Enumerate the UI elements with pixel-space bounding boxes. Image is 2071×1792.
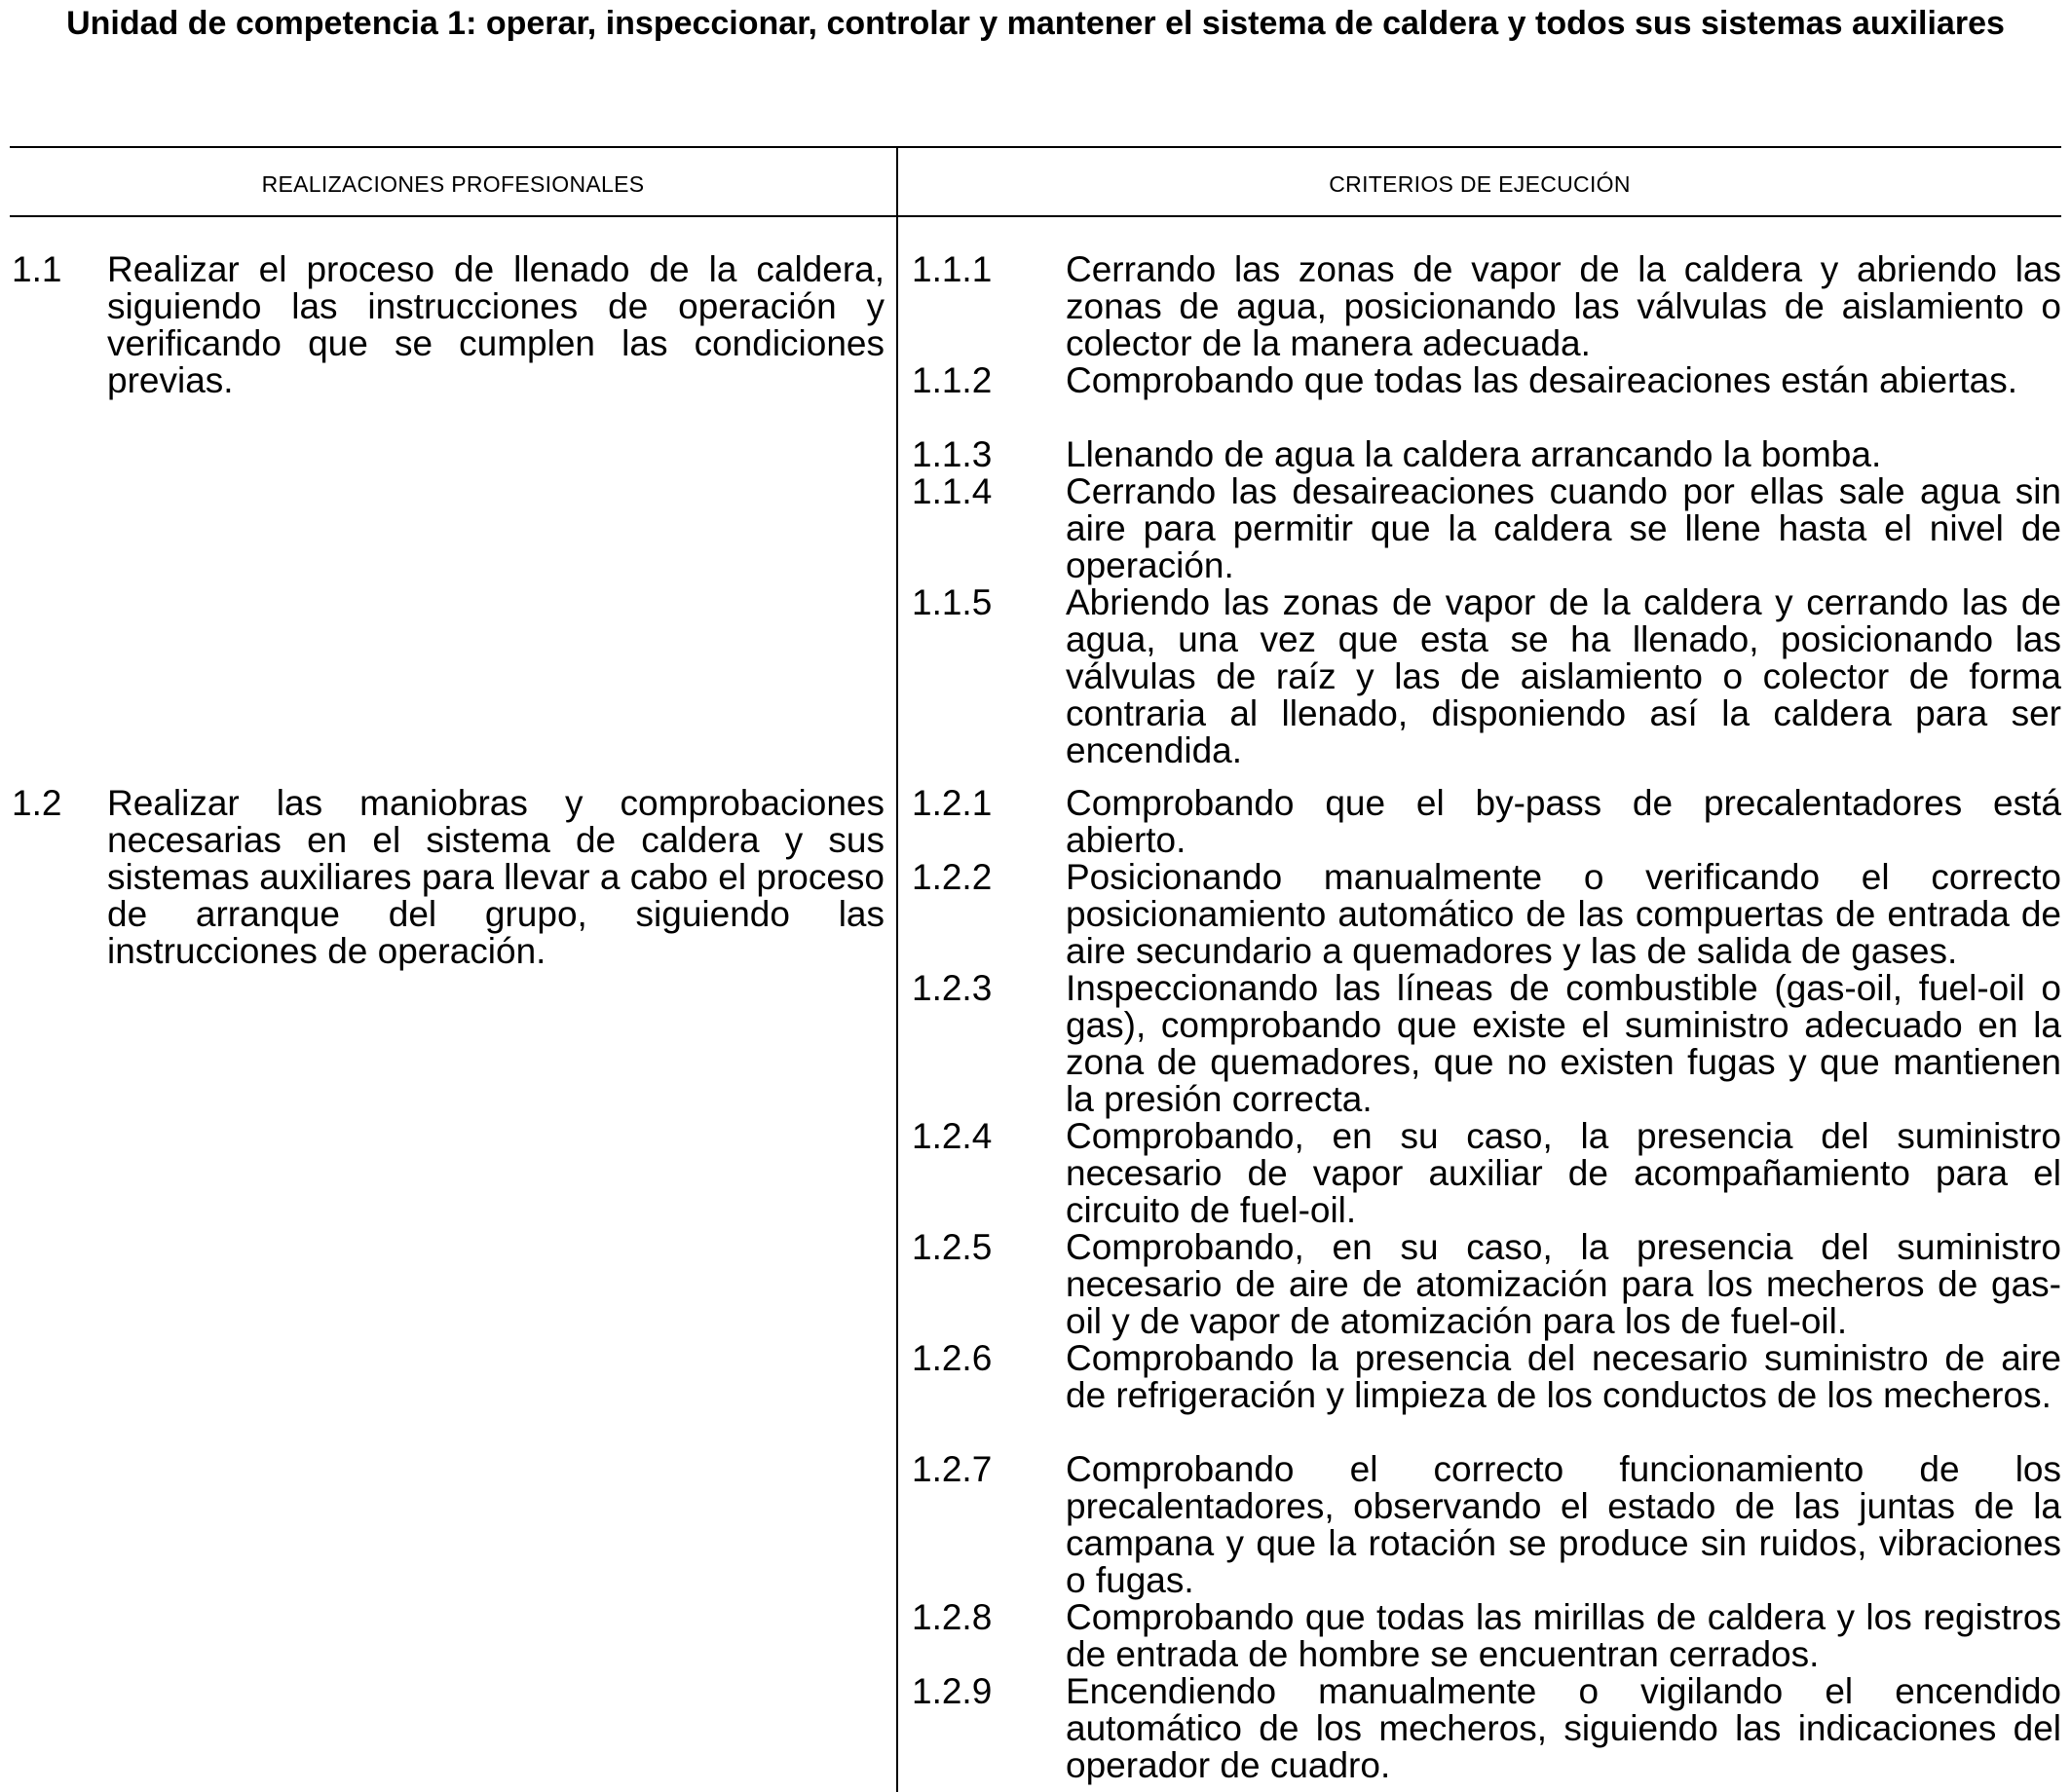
criterio-number: 1.2.6	[912, 1338, 993, 1378]
criterio-1-1-4	[912, 473, 2061, 584]
realizacion-number: 1.2	[12, 783, 62, 823]
page-title: Unidad de competencia 1: operar, inspeccionar, controlar y mantener el sistema de caldera y todos sus sistemas auxiliares	[66, 5, 2005, 42]
criterio-1-2-8	[912, 1599, 2061, 1673]
realizacion-text: Realizar las maniobras y comprobaciones necesarias en el sistema de caldera y sus sistemas auxiliares para llevar a cabo el proceso de arranque del grupo, siguiendo las instrucciones de operación.	[107, 783, 885, 971]
criterio-1-1-5	[912, 584, 2061, 769]
criterio-number: 1.2.9	[912, 1671, 993, 1711]
table-top-rule	[10, 146, 2061, 148]
criterio-1-1-1	[912, 251, 2061, 362]
criterio-1-2-2	[912, 859, 2061, 970]
column-header-criterios: CRITERIOS DE EJECUCIÓN	[1329, 171, 1631, 197]
criterio-number: 1.2.4	[912, 1116, 993, 1156]
criterio-1-2-5	[912, 1229, 2061, 1340]
criterio-text: Comprobando la presencia del necesario suministro de aire de refrigeración y limpieza de los conductos de los mecheros.	[1066, 1338, 2061, 1415]
realizacion-text: Realizar el proceso de llenado de la caldera, siguiendo las instrucciones de operación y verificando que se cumplen las condiciones previas.	[107, 249, 885, 400]
criterio-text: Comprobando que todas las mirillas de caldera y los registros de entrada de hombre se encuentran cerrados.	[1066, 1597, 2061, 1674]
criterio-number: 1.1.4	[912, 471, 993, 511]
criterio-number: 1.1.2	[912, 360, 993, 400]
criterio-text: Cerrando las zonas de vapor de la caldera y abriendo las zonas de agua, posicionando las válvulas de aislamiento o colector de la manera adecuada.	[1066, 249, 2061, 363]
criterio-number: 1.2.1	[912, 783, 993, 823]
criterio-1-1-2	[912, 362, 2061, 399]
realizacion-1-2	[12, 785, 885, 970]
criterio-number: 1.2.8	[912, 1597, 993, 1637]
table-header-rule	[10, 215, 2061, 217]
criterio-1-2-7	[912, 1451, 2061, 1599]
criterio-number: 1.1.1	[912, 249, 993, 289]
criterio-1-2-9	[912, 1673, 2061, 1784]
criterio-number: 1.1.5	[912, 582, 993, 622]
criterio-text: Llenando de agua la caldera arrancando la bomba.	[1066, 434, 1882, 474]
criterio-text: Encendiendo manualmente o vigilando el encendido automático de los mecheros, siguiendo las indicaciones del operador de cuadro.	[1066, 1671, 2061, 1785]
criterio-text: Abriendo las zonas de vapor de la caldera y cerrando las de agua, una vez que esta se ha llenado, posicionando las válvulas de raíz y las de aislamiento o colector de forma contraria al llenado, disponiendo así la caldera para ser encendida.	[1066, 582, 2061, 770]
criterio-text: Inspeccionando las líneas de combustible (gas-oil, fuel-oil o gas), comprobando que existe el suministro adecuado en la zona de quemadores, que no existen fugas y que mantienen la presión correcta.	[1066, 968, 2061, 1119]
realizacion-1-1	[12, 251, 885, 399]
criterio-text: Comprobando, en su caso, la presencia del suministro necesario de aire de atomización para los mecheros de gas-oil y de vapor de atomización para los de fuel-oil.	[1066, 1227, 2061, 1341]
criterio-text: Posicionando manualmente o verificando el correcto posicionamiento automático de las compuertas de entrada de aire secundario a quemadores y las de salida de gases.	[1066, 857, 2061, 971]
criterio-text: Comprobando que todas las desaireaciones están abiertas.	[1066, 360, 2018, 400]
realizacion-number: 1.1	[12, 249, 62, 289]
criterio-text: Comprobando, en su caso, la presencia del suministro necesario de vapor auxiliar de acompañamiento para el circuito de fuel-oil.	[1066, 1116, 2061, 1230]
criterio-text: Cerrando las desaireaciones cuando por ellas sale agua sin aire para permitir que la caldera se llene hasta el nivel de operación.	[1066, 471, 2061, 585]
criterio-text: Comprobando el correcto funcionamiento de los precalentadores, observando el estado de las juntas de la campana y que la rotación se produce sin ruidos, vibraciones o fugas.	[1066, 1449, 2061, 1600]
column-divider	[896, 147, 898, 1792]
criterio-1-2-1	[912, 785, 2061, 859]
criterio-number: 1.2.5	[912, 1227, 993, 1267]
criterio-1-2-6	[912, 1340, 2061, 1414]
criterio-1-1-3	[912, 436, 2061, 473]
criterio-number: 1.2.2	[912, 857, 993, 897]
criterio-text: Comprobando que el by-pass de precalentadores está abierto.	[1066, 783, 2061, 860]
criterio-number: 1.2.7	[912, 1449, 993, 1489]
criterio-number: 1.1.3	[912, 434, 993, 474]
criterio-number: 1.2.3	[912, 968, 993, 1008]
column-header-realizaciones: REALIZACIONES PROFESIONALES	[261, 171, 645, 197]
criterio-1-2-4	[912, 1118, 2061, 1229]
criterio-1-2-3	[912, 970, 2061, 1118]
